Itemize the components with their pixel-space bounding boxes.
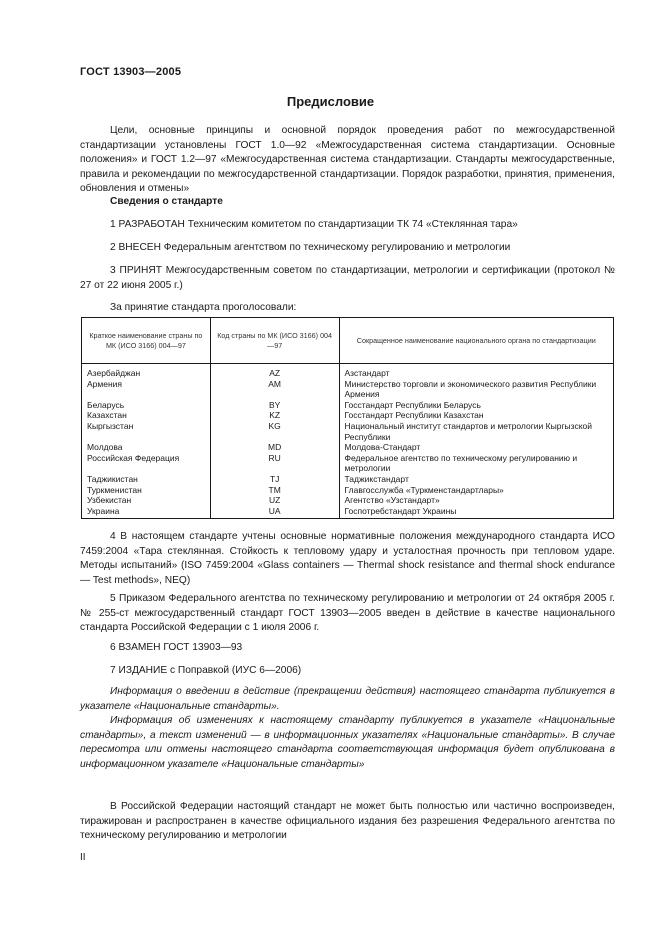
copyright-notice: В Российской Федерации настоящий стандарт не может быть полностью или частично воспроизведен, тиражирован и распространен в качестве официального издания без разрешения Федерального агентства по техническому регулированию и метрологии bbox=[80, 801, 615, 841]
code-cell: RU bbox=[210, 453, 339, 474]
body-cell: Главгосслужба «Туркменстандартлары» bbox=[339, 485, 614, 496]
item-1: 1 РАЗРАБОТАН Техническим комитетом по стандартизации ТК 74 «Стеклянная тара» bbox=[110, 219, 518, 230]
body-cell: Азстандарт bbox=[339, 364, 614, 379]
table-row bbox=[82, 379, 614, 400]
code-cell: KZ bbox=[210, 410, 339, 421]
body-cell: Госстандарт Республики Казахстан bbox=[339, 410, 614, 421]
item-3: 3 ПРИНЯТ Межгосударственным советом по стандартизации, метрологии и сертификации (протокол № 27 от 22 июня 2005 г.) bbox=[80, 265, 615, 291]
column-header-code: Код страны по МК (ИСО 3166) 004—97 bbox=[210, 318, 339, 364]
country-cell: Молдова bbox=[82, 442, 211, 453]
document-header: ГОСТ 13903—2005 bbox=[80, 66, 182, 78]
country-cell: Таджикистан bbox=[82, 474, 211, 485]
section-title: Сведения о стандарте bbox=[110, 196, 223, 207]
info-changes: Информация об изменениях к настоящему стандарту публикуется в указателе «Национальные стандарты», а текст изменений — в информационных указателях «Национальные стандарты». В случае пересмотра или отмены настоящего стандарта соответствующая информация будет опубликована в информационном указателе «Национальные стандарты» bbox=[80, 715, 615, 770]
code-cell: KG bbox=[210, 421, 339, 442]
code-cell: UA bbox=[210, 506, 339, 519]
votes-intro: За принятие стандарта проголосовали: bbox=[110, 302, 297, 313]
page-number: II bbox=[80, 852, 86, 863]
table-row bbox=[82, 400, 614, 411]
country-cell: Российская Федерация bbox=[82, 453, 211, 474]
table-row bbox=[82, 506, 614, 519]
code-cell: AM bbox=[210, 379, 339, 400]
column-header-body: Сокращенное наименование национального органа по стандартизации bbox=[339, 318, 614, 364]
body-cell: Госпотребстандарт Украины bbox=[339, 506, 614, 519]
country-cell: Казахстан bbox=[82, 410, 211, 421]
item-7: 7 ИЗДАНИЕ с Поправкой (ИУС 6—2006) bbox=[110, 665, 302, 676]
country-cell: Туркменистан bbox=[82, 485, 211, 496]
body-cell: Министерство торговли и экономического развития Республики Армения bbox=[339, 379, 614, 400]
body-cell: Агентство «Узстандарт» bbox=[339, 495, 614, 506]
page-title: Предисловие bbox=[286, 94, 375, 109]
table-row bbox=[82, 410, 614, 421]
code-cell: MD bbox=[210, 442, 339, 453]
country-cell: Украина bbox=[82, 506, 211, 519]
code-cell: TM bbox=[210, 485, 339, 496]
info-introduction: Информация о введении в действие (прекращении действия) настоящего стандарта публикуется в указателе «Национальные стандарты». bbox=[80, 686, 615, 712]
code-cell: UZ bbox=[210, 495, 339, 506]
code-cell: AZ bbox=[210, 364, 339, 379]
country-cell: Узбекистан bbox=[82, 495, 211, 506]
country-cell: Азербайджан bbox=[82, 364, 211, 379]
table-header-row bbox=[82, 318, 614, 364]
item-4: 4 В настоящем стандарте учтены основные нормативные положения международного стандарта ИСО 7459:2004 «Тара стеклянная. Стойкость к тепловому удару и усталостная прочность при тепловом ударе. Методы испытаний» (ISO 7459:2004 «Glass containers — Thermal shock resistance and thermal shock endurance — Test methods», NEQ) bbox=[80, 531, 615, 586]
body-cell: Молдова-Стандарт bbox=[339, 442, 614, 453]
table-row bbox=[82, 442, 614, 453]
table-row bbox=[82, 364, 614, 379]
item-2: 2 ВНЕСЕН Федеральным агентством по техническому регулированию и метрологии bbox=[110, 242, 511, 253]
country-cell: Беларусь bbox=[82, 400, 211, 411]
item-6: 6 ВЗАМЕН ГОСТ 13903—93 bbox=[110, 642, 243, 653]
column-header-country: Краткое наименование страны по МК (ИСО 3166) 004—97 bbox=[82, 318, 211, 364]
table-row bbox=[82, 453, 614, 474]
votes-table bbox=[81, 317, 614, 519]
country-cell: Армения bbox=[82, 379, 211, 400]
table-row bbox=[82, 495, 614, 506]
code-cell: BY bbox=[210, 400, 339, 411]
table-row bbox=[82, 485, 614, 496]
country-cell: Кыргызстан bbox=[82, 421, 211, 442]
body-cell: Федеральное агентство по техническому регулированию и метрологии bbox=[339, 453, 614, 474]
body-cell: Госстандарт Республики Беларусь bbox=[339, 400, 614, 411]
body-cell: Таджикстандарт bbox=[339, 474, 614, 485]
code-cell: TJ bbox=[210, 474, 339, 485]
body-cell: Национальный институт стандартов и метрологии Кыргызской Республики bbox=[339, 421, 614, 442]
intro-paragraph: Цели, основные принципы и основной порядок проведения работ по межгосударственной стандартизации установлены ГОСТ 1.0—92 «Межгосударственная система стандартизации. Основные положения» и ГОСТ 1.2—97 «Межгосударственная система стандартизации. Стандарты межгосударственные, правила и рекомендации по межгосударственной стандартизации. Порядок разработки, принятия, применения, обновления и отмены» bbox=[80, 125, 615, 194]
table-row bbox=[82, 421, 614, 442]
table-row bbox=[82, 474, 614, 485]
item-5: 5 Приказом Федерального агентства по техническому регулированию и метрологии от 24 октября 2005 г. № 255-ст межгосударственный стандарт ГОСТ 13903—2005 введен в действие в качестве национального стандарта Российской Федерации с 1 июля 2006 г. bbox=[80, 593, 615, 633]
